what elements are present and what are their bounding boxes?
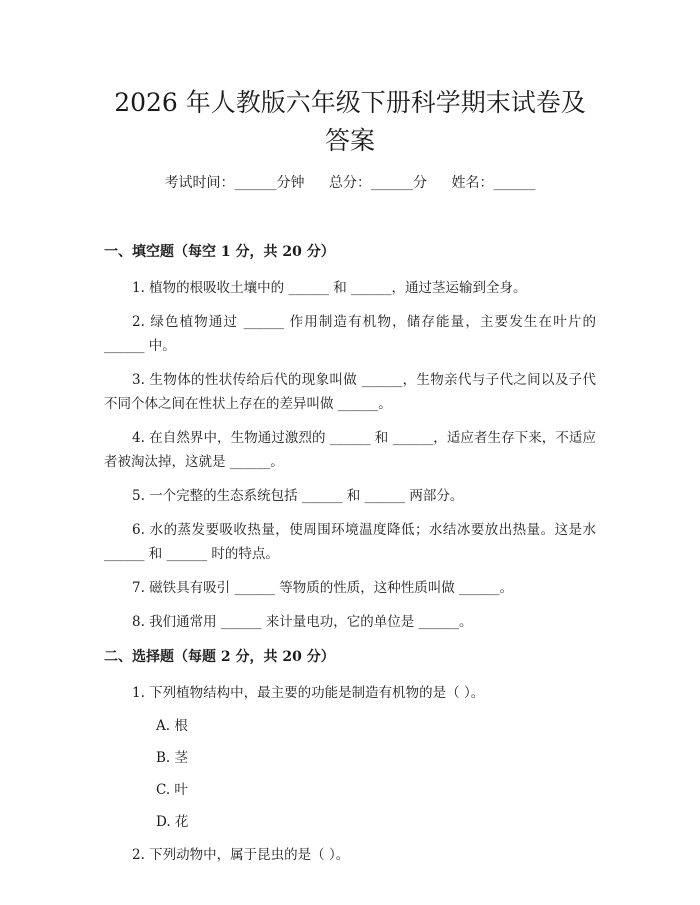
exam-time: 考试时间：______分钟 bbox=[164, 175, 305, 191]
question-1: 1. 植物的根吸收土壤中的 ______ 和 ______，通过茎运输到全身。 bbox=[132, 280, 527, 296]
total-score: 总分：______分 bbox=[329, 175, 427, 191]
question-5: 5. 一个完整的生态系统包括 ______ 和 ______ 两部分。 bbox=[132, 488, 464, 504]
question-7: 7. 磁铁具有吸引 ______ 等物质的性质，这种性质叫做 ______。 bbox=[132, 580, 514, 596]
option-b: B. 茎 bbox=[156, 750, 189, 766]
option-c: C. 叶 bbox=[156, 782, 188, 798]
question-8: 8. 我们通常用 ______ 来计量电功，它的单位是 ______。 bbox=[132, 614, 473, 630]
choice-question-1: 1. 下列植物结构中，最主要的功能是制造有机物的是（ ）。 bbox=[132, 685, 485, 701]
section-heading-fill-blank: 一、填空题（每空 1 分，共 20 分） bbox=[104, 244, 335, 260]
choice-question-2: 2. 下列动物中，属于昆虫的是（ ）。 bbox=[132, 847, 350, 863]
option-a: A. 根 bbox=[156, 718, 188, 734]
option-d: D. 花 bbox=[156, 814, 189, 830]
exam-meta bbox=[104, 172, 596, 194]
student-name: 姓名：______ bbox=[451, 175, 536, 191]
question-2: 2. 绿色植物通过 ______ 作用制造有机物，储存能量，主要发生在叶片的 ______ 中。 bbox=[104, 314, 596, 354]
section-heading-multiple-choice: 二、选择题（每题 2 分，共 20 分） bbox=[104, 649, 335, 665]
page-title: 2026 年人教版六年级下册科学期末试卷及答案 bbox=[114, 88, 586, 155]
question-4: 4. 在自然界中，生物通过激烈的 ______ 和 ______，适应者生存下来，不适应者被淘汰掉，这就是 ______。 bbox=[104, 430, 596, 470]
question-3: 3. 生物体的性状传给后代的现象叫做 ______，生物亲代与子代之间以及子代不同个体之间在性状上存在的差异叫做 ______。 bbox=[104, 372, 596, 412]
question-6: 6. 水的蒸发要吸收热量，使周围环境温度降低；水结冰要放出热量。这是水 ______ 和 ______ 时的特点。 bbox=[104, 522, 596, 562]
